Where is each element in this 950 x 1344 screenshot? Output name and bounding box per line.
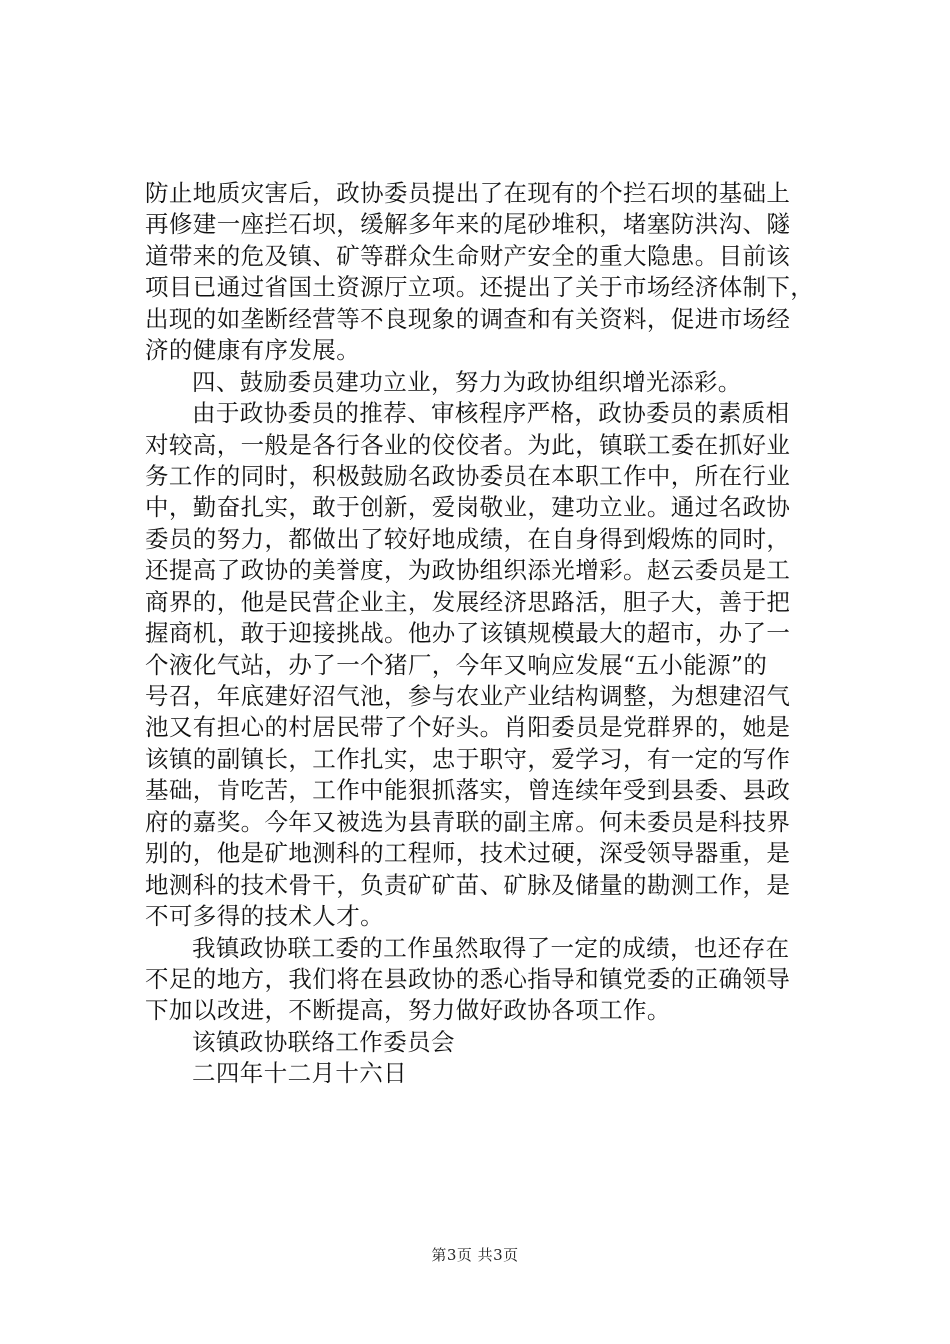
text-line: 委员的努力，都做出了较好地成绩，在自身得到煅炼的同时， (145, 524, 791, 553)
text-line: 基础，肯吃苦，工作中能狠抓落实，曾连续年受到县委、县政 (145, 776, 791, 805)
document-body (145, 178, 825, 1090)
text-line: 地测科的技术骨干，负责矿矿苗、矿脉及储量的勘测工作，是 (145, 870, 791, 899)
text-line: 对较高，一般是各行各业的佼佼者。为此，镇联工委在抓好业 (145, 430, 791, 459)
text-line: 别的，他是矿地测科的工程师，技术过硬，深受领导器重，是 (145, 839, 791, 868)
text-line: 防止地质灾害后，政协委员提出了在现有的个拦石坝的基础上 (145, 179, 791, 207)
text-line: 道带来的危及镇、矿等群众生命财产安全的重大隐患。目前该 (145, 241, 791, 270)
text-line: 个液化气站，办了一个猪厂，今年又响应发展“五小能源”的 (145, 650, 768, 679)
text-line: 我镇政协联工委的工作虽然取得了一定的成绩，也还存在 (192, 933, 790, 962)
text-line: 号召，年底建好沼气池，参与农业产业结构调整，为想建沼气 (145, 682, 791, 710)
text-line: 项目已通过省国土资源厅立项。还提出了关于市场经济体制下， (145, 273, 815, 302)
text-line: 再修建一座拦石坝，缓解多年来的尾砂堆积，堵塞防洪沟、隧 (145, 210, 791, 239)
page-footer: 第3页 共3页 (431, 1246, 519, 1264)
signature-organization: 该镇政协联络工作委员会 (192, 1027, 455, 1056)
section-heading: 四、鼓励委员建功立业，努力为政协组织增光添彩。 (192, 367, 742, 396)
text-line: 务工作的同时，积极鼓励名政协委员在本职工作中，所在行业 (145, 461, 791, 490)
text-line: 不可多得的技术人才。 (145, 902, 384, 931)
text-line: 池又有担心的村居民带了个好头。肖阳委员是党群界的，她是 (145, 713, 791, 742)
text-line: 府的嘉奖。今年又被选为县青联的副主席。何未委员是科技界 (145, 807, 791, 836)
text-line: 下加以改进，不断提高，努力做好政协各项工作。 (145, 996, 671, 1025)
text-line: 出现的如垄断经营等不良现象的调查和有关资料，促进市场经 (145, 304, 791, 333)
text-line: 还提高了政协的美誉度，为政协组织添光增彩。赵云委员是工 (145, 556, 791, 585)
text-line: 济的健康有序发展。 (145, 336, 361, 365)
text-line: 中，勤奋扎实，敢于创新，爱岗敬业，建功立业。通过名政协 (145, 493, 791, 522)
signature-date: 二四年十二月十六日 (192, 1059, 408, 1088)
text-line: 握商机，敢于迎接挑战。他办了该镇规模最大的超市，办了一 (145, 619, 791, 648)
text-line: 该镇的副镇长，工作扎实，忠于职守，爱学习，有一定的写作 (145, 744, 791, 773)
text-line: 商界的，他是民营企业主，发展经济思路活，胆子大，善于把 (145, 587, 791, 616)
text-line: 由于政协委员的推荐、审核程序严格，政协委员的素质相 (192, 399, 790, 428)
text-line: 不足的地方，我们将在县政协的悉心指导和镇党委的正确领导 (145, 964, 791, 993)
